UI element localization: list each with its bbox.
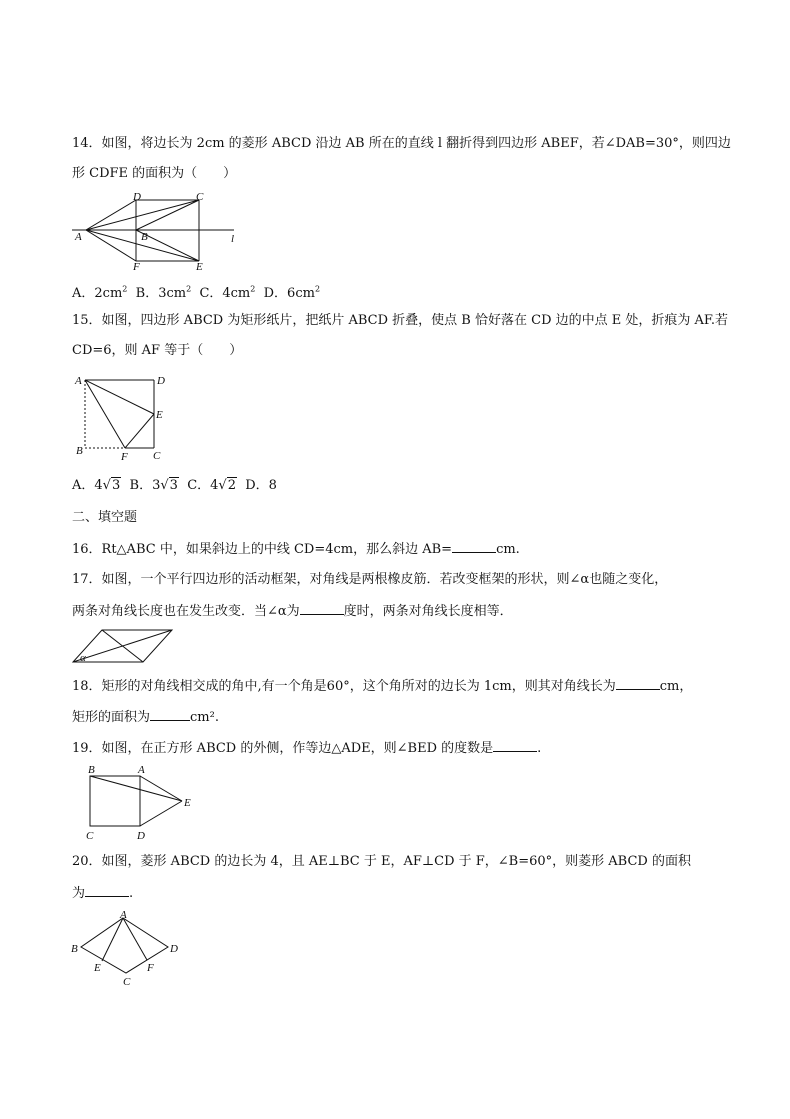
q20-label-c: C	[123, 976, 131, 988]
q20-label-e: E	[94, 962, 101, 974]
q15-figure	[72, 370, 172, 462]
q15-label-a: A	[75, 375, 82, 387]
q20-figure	[68, 910, 188, 990]
q15-label-e: E	[156, 409, 163, 421]
q15-text-line2: CD=6，则 AF 等于（ ）	[72, 343, 243, 358]
q14-label-a: A	[75, 231, 82, 243]
q17-text-line1: 17．如图，一个平行四边形的活动框架，对角线是两根橡皮筋．若改变框架的形状，则∠α也随之变化，	[72, 572, 668, 587]
q20-text-line2: 为 .	[72, 886, 134, 901]
q20-label-f: F	[147, 962, 154, 974]
q15-label-f: F	[121, 451, 128, 462]
q14-label-l: l	[231, 233, 235, 245]
q20-text-line1: 20．如图，菱形 ABCD 的边长为 4，且 AE⊥BC 于 E，AF⊥CD 于 F，∠B=60°，则菱形 ABCD 的面积	[72, 854, 691, 869]
q15-label-c: C	[153, 450, 161, 462]
q14-option-b: B．$3cm^2$	[135, 285, 192, 302]
q19-label-a: A	[138, 764, 145, 776]
q19-answer-blank[interactable]	[493, 739, 537, 752]
q14-label-d: D	[133, 191, 141, 203]
q14-option-a: A．$2cm^2$	[72, 285, 128, 302]
q18-diagonal-blank[interactable]	[616, 677, 660, 690]
q17-label-alpha: α	[80, 652, 86, 664]
q15-options	[72, 477, 277, 495]
q19-figure	[80, 762, 200, 842]
q19-label-b: B	[88, 764, 95, 776]
q19-label-c: C	[86, 830, 94, 842]
q17-answer-blank[interactable]	[300, 602, 344, 615]
q14-option-d: D．$6cm^2$	[263, 285, 321, 302]
q14-label-c: C	[196, 191, 204, 203]
q14-figure	[70, 190, 250, 272]
q19-text: 19．如图，在正方形 ABCD 的外侧，作等边△ADE，则∠BED 的度数是 .	[72, 741, 542, 756]
q15-option-b: B．3√3	[129, 478, 178, 493]
q15-text-line1: 15．如图，四边形 ABCD 为矩形纸片，把纸片 ABCD 折叠，使点 B 恰好落在 CD 边的中点 E 处，折痕为 AF.若	[72, 313, 729, 328]
q14-label-b: B	[141, 231, 148, 243]
section-heading-fill-in: 二、填空题	[72, 510, 138, 525]
q17-figure	[70, 626, 180, 666]
q16-answer-blank[interactable]	[452, 540, 496, 553]
q15-label-d: D	[157, 375, 165, 387]
q15-option-c: C．4√2	[187, 478, 236, 493]
q18-text-line2: 矩形的面积为 cm².	[72, 710, 219, 725]
q19-label-e: E	[184, 797, 191, 809]
q17-text-line2: 两条对角线长度也在发生改变．当∠α为 度时，两条对角线长度相等．	[72, 604, 513, 619]
q14-options	[72, 281, 320, 303]
q14-label-f: F	[133, 261, 140, 272]
q20-label-b: B	[71, 943, 78, 955]
q18-text-line1: 18．矩形的对角线相交成的角中,有一个角是60°，这个角所对的边长为 1cm，则其对角线长为 cm，	[72, 679, 693, 694]
q14-option-c: C．$4cm^2$	[199, 285, 256, 302]
q15-option-a: A．4√3	[72, 478, 121, 493]
q14-text-line2: 形 CDFE 的面积为（ ）	[72, 166, 237, 181]
q14-text-line1: 14．如图，将边长为 2cm 的菱形 ABCD 沿边 AB 所在的直线 l 翻折得到四边形 ABEF，若∠DAB=30°，则四边	[72, 136, 731, 151]
q15-option-d: D．8	[245, 478, 277, 493]
q20-label-a: A	[120, 910, 127, 921]
q20-answer-blank[interactable]	[85, 884, 129, 897]
q16-text: 16．Rt△ABC 中，如果斜边上的中线 CD=4cm，那么斜边 AB= cm.	[72, 542, 520, 557]
q14-label-e: E	[196, 261, 203, 272]
q15-label-b: B	[76, 445, 83, 457]
q20-label-d: D	[170, 943, 178, 955]
q18-area-blank[interactable]	[150, 708, 190, 721]
q19-label-d: D	[137, 830, 145, 842]
